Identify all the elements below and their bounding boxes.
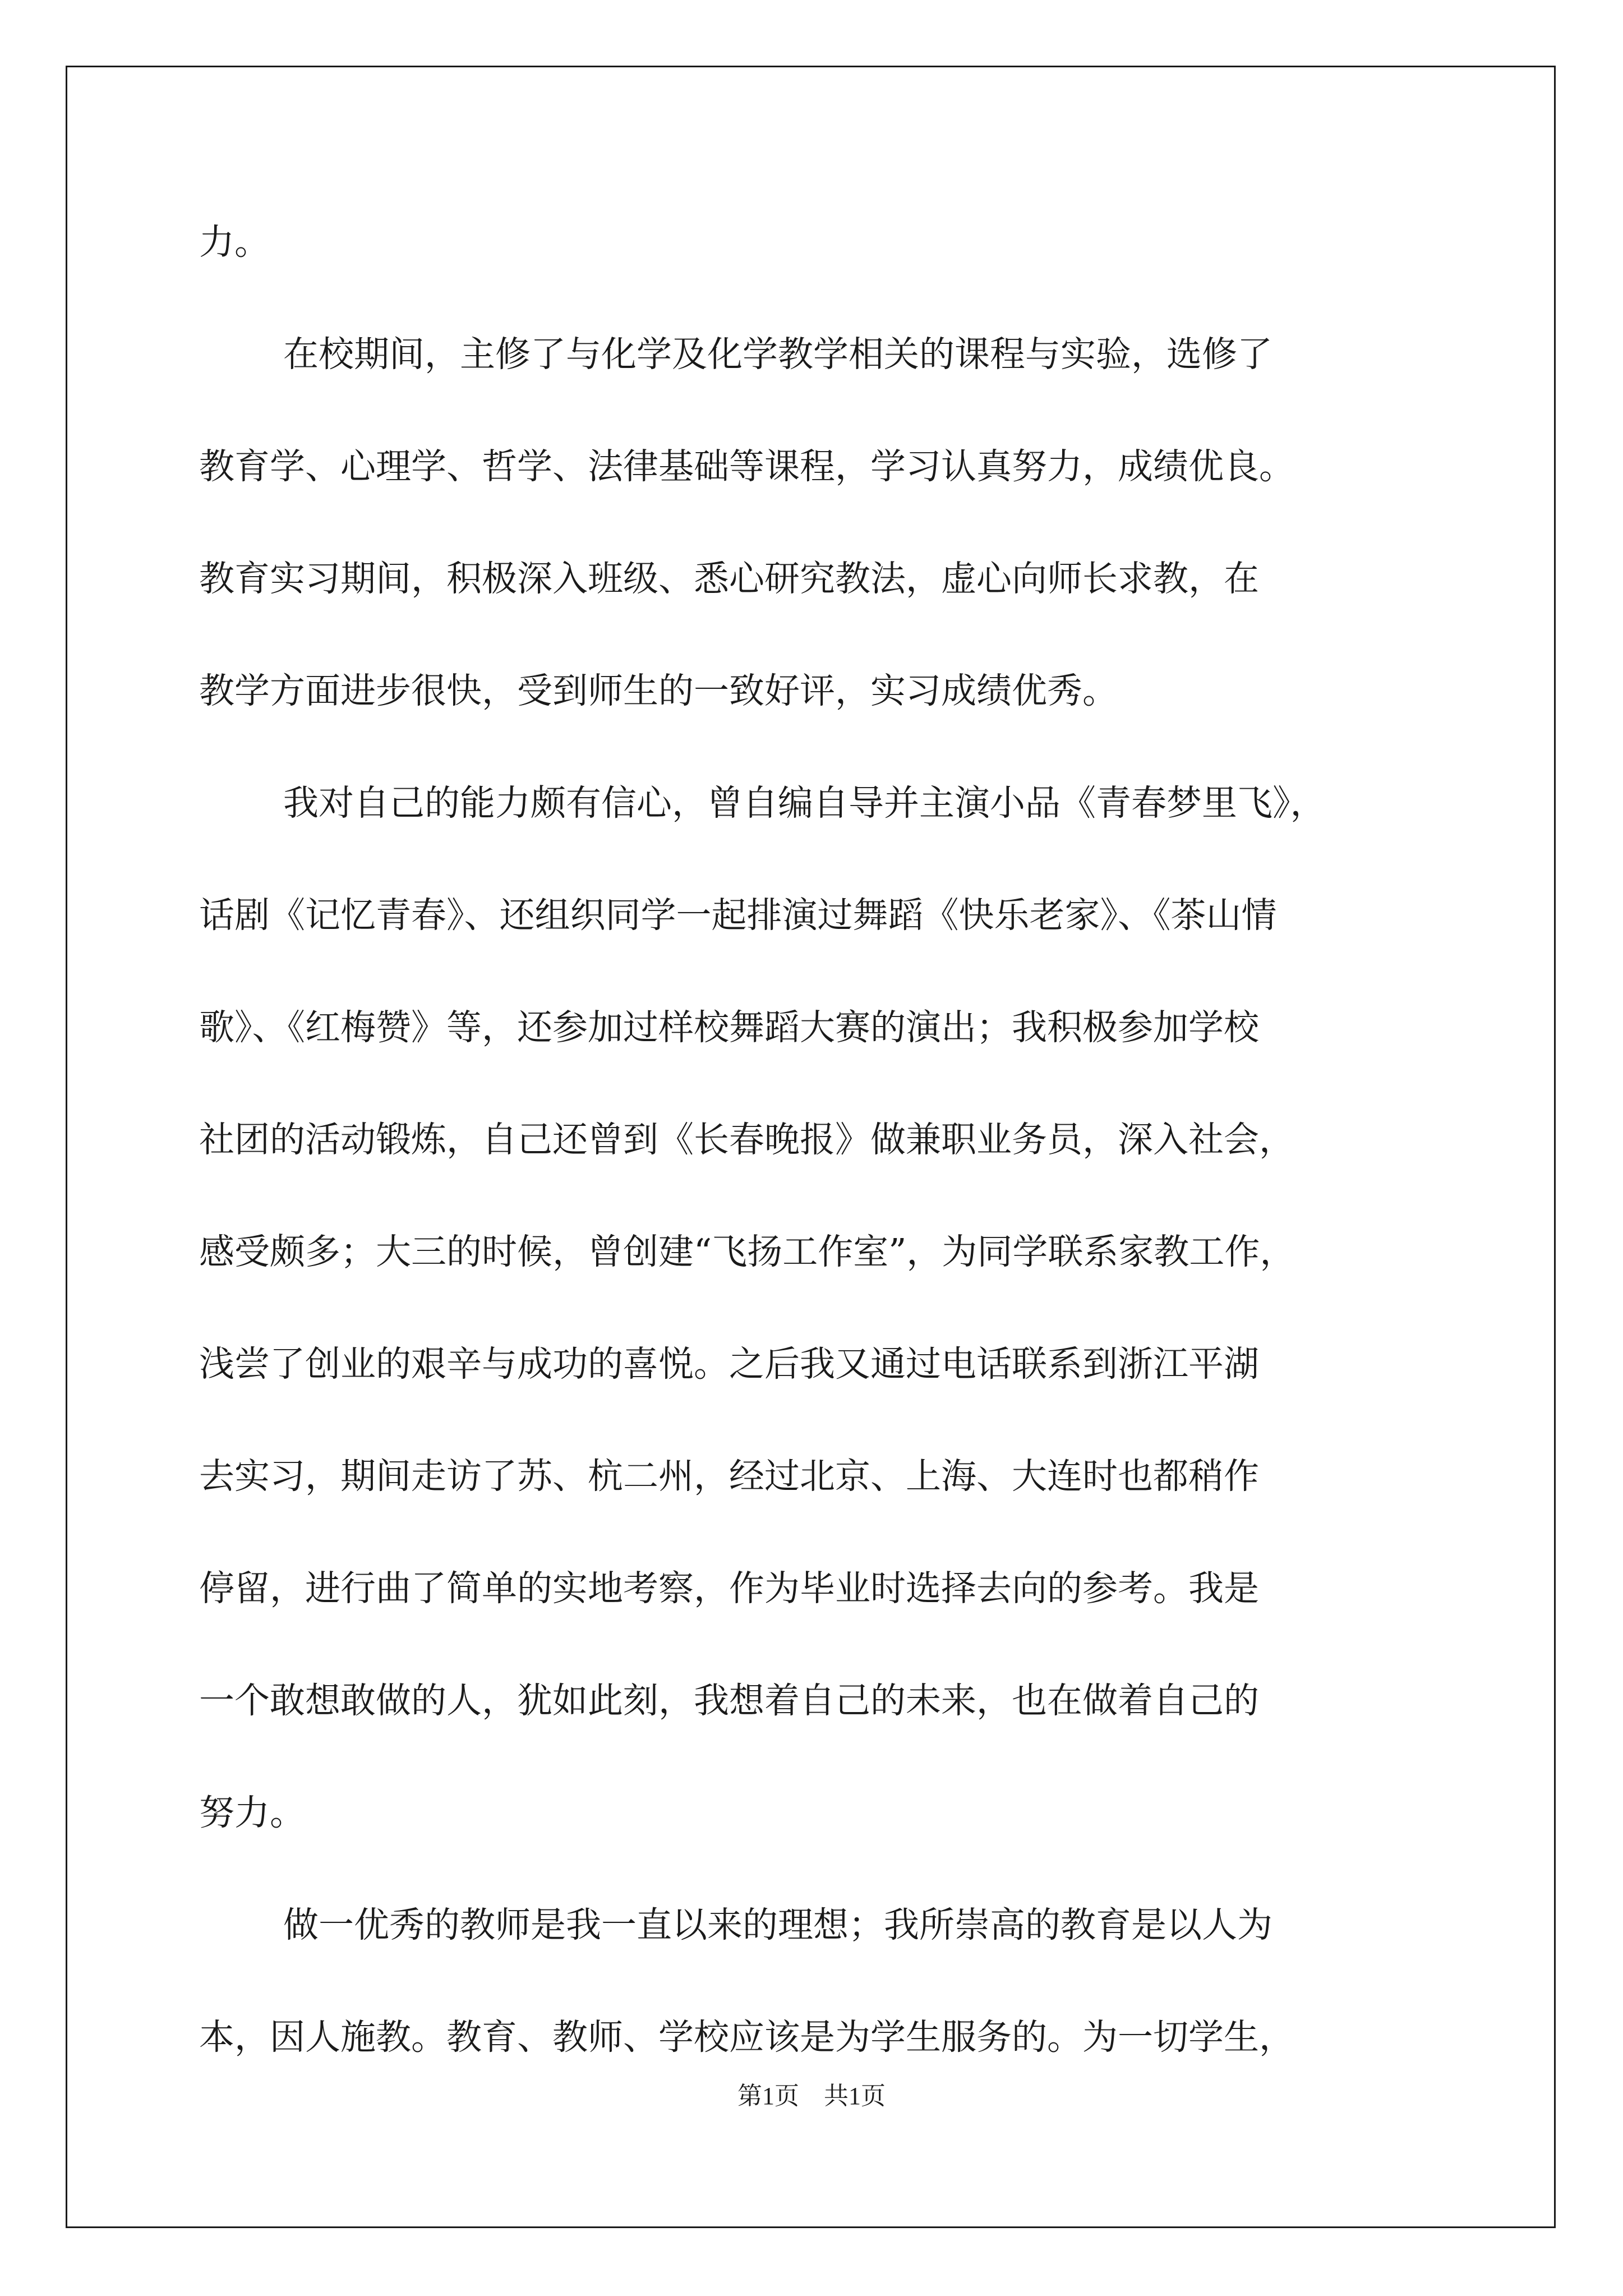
text-line-13: 停留，进行曲了简单的实地考察，作为毕业时选择去向的参考。我是	[199, 1568, 1259, 1609]
page-footer: 第1页 共1页	[737, 2082, 886, 2110]
text-line-12: 去实习，期间走访了苏、杭二州，经过北京、上海、大连时也都稍作	[199, 1456, 1259, 1497]
text-line-11: 浅尝了创业的艰辛与成功的喜悦。之后我又通过电话联系到浙江平湖	[199, 1343, 1259, 1384]
text-line-17: 本，因人施教。教育、教师、学校应该是为学生服务的。为一切学生，	[199, 2017, 1294, 2058]
text-line-6: 我对自己的能力颇有信心，曾自编自导并主演小品《青春梦里飞》，	[283, 783, 1326, 823]
text-line-1: 力。	[199, 222, 270, 263]
text-line-9: 社团的活动锻炼，自己还曾到《长春晚报》做兼职业务员，深入社会，	[199, 1119, 1294, 1160]
text-line-4: 教育实习期间，积极深入班级、悉心研究教法，虚心向师长求教，在	[199, 558, 1259, 599]
text-line-2: 在校期间，主修了与化学及化学教学相关的课程与实验，选修了	[283, 334, 1272, 375]
text-line-3: 教育学、心理学、哲学、法律基础等课程，学习认真努力，成绩优良。	[199, 446, 1294, 487]
text-line-16: 做一优秀的教师是我一直以来的理想；我所崇高的教育是以人为	[283, 1904, 1272, 1945]
text-line-5: 教学方面进步很快，受到师生的一致好评，实习成绩优秀。	[199, 670, 1118, 711]
text-line-7: 话剧《记忆青春》、还组织同学一起排演过舞蹈《快乐老家》、《茶山情	[199, 895, 1277, 936]
text-line-15: 努力。	[199, 1792, 305, 1833]
text-line-14: 一个敢想敢做的人，犹如此刻，我想着自己的未来，也在做着自己的	[199, 1680, 1259, 1721]
text-line-8: 歌》、《红梅赞》等，还参加过样校舞蹈大赛的演出；我积极参加学校	[199, 1007, 1259, 1048]
text-line-10: 感受颇多；大三的时候，曾创建“飞扬工作室”，为同学联系家教工作，	[199, 1231, 1295, 1272]
